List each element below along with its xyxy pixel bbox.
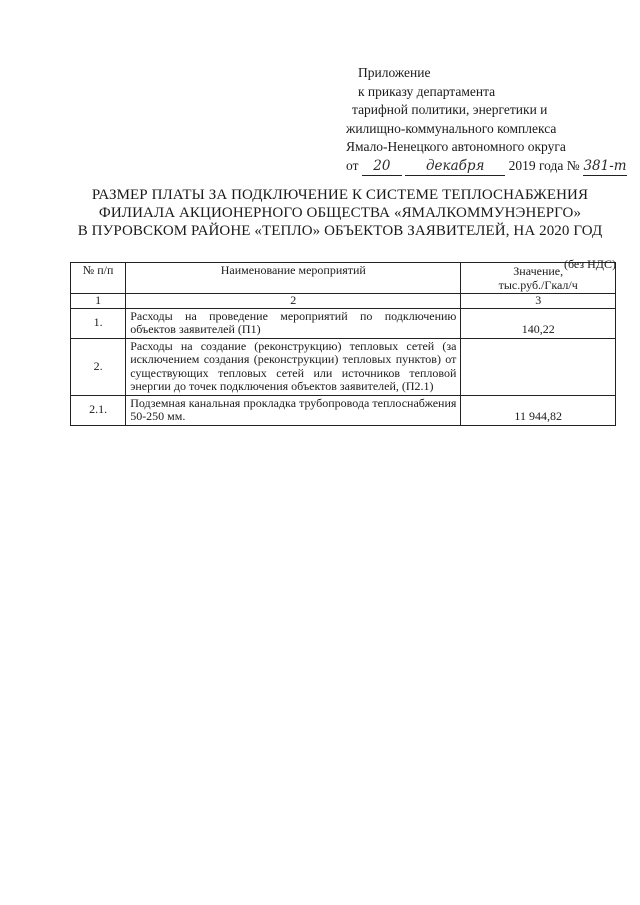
- row-num: 2.1.: [71, 395, 126, 425]
- index-cell: 2: [126, 294, 461, 309]
- title-line: В ПУРОВСКОМ РАЙОНЕ «ТЕПЛО» ОБЪЕКТОВ ЗАЯВИТЕЛЕЙ, НА 2020 ГОД: [77, 223, 603, 239]
- order-day: 20: [362, 157, 402, 177]
- appendix-line: Ямало-Ненецкого автономного округа: [346, 139, 566, 154]
- row-value: 11 944,82: [461, 395, 616, 425]
- row-name: Расходы на создание (реконструкцию) тепловых сетей (за исключением создания (реконструкции) тепловых пунктов) от существующих тепловых сетей или источников тепловой энергии до точек подключения объектов заявителей, (П2.1): [126, 338, 461, 395]
- header-value: Значение, тыс.руб./Гкал/ч: [461, 263, 616, 294]
- year-label: 2019 года №: [508, 157, 580, 173]
- appendix-line: жилищно-коммунального комплекса: [346, 120, 557, 136]
- row-value: 140,22: [461, 308, 616, 338]
- row-value: [461, 338, 616, 395]
- header-num: № п/п: [71, 263, 126, 294]
- order-month: декабря: [405, 157, 505, 177]
- from-label: от: [346, 157, 359, 173]
- row-name: Подземная канальная прокладка трубопровода теплоснабжения 50-250 мм.: [126, 395, 461, 425]
- appendix-title: Приложение: [358, 65, 431, 80]
- appendix-line: к приказу департамента: [358, 83, 496, 99]
- header-name: Наименование мероприятий: [126, 263, 461, 294]
- appendix-block: [346, 64, 627, 176]
- fee-table: [70, 262, 616, 426]
- table-row: [71, 338, 616, 395]
- document-title: [60, 186, 620, 240]
- row-num: 1.: [71, 308, 126, 338]
- table-header-row: [71, 263, 616, 294]
- table-index-row: [71, 294, 616, 309]
- vat-note: (без НДС): [563, 257, 616, 271]
- table-row: [71, 308, 616, 338]
- index-cell: 1: [71, 294, 126, 309]
- index-cell: 3: [461, 294, 616, 309]
- title-line: ФИЛИАЛА АКЦИОНЕРНОГО ОБЩЕСТВА «ЯМАЛКОММУНЭНЕРГО»: [98, 205, 582, 221]
- order-date-line: [346, 157, 627, 177]
- row-name: Расходы на проведение мероприятий по подключению объектов заявителей (П1): [126, 308, 461, 338]
- table-row: [71, 395, 616, 425]
- title-line: РАЗМЕР ПЛАТЫ ЗА ПОДКЛЮЧЕНИЕ К СИСТЕМЕ ТЕПЛОСНАБЖЕНИЯ: [91, 187, 589, 203]
- appendix-line: тарифной политики, энергетики и: [352, 102, 548, 117]
- order-number: 381-т: [583, 157, 627, 177]
- row-num: 2.: [71, 338, 126, 395]
